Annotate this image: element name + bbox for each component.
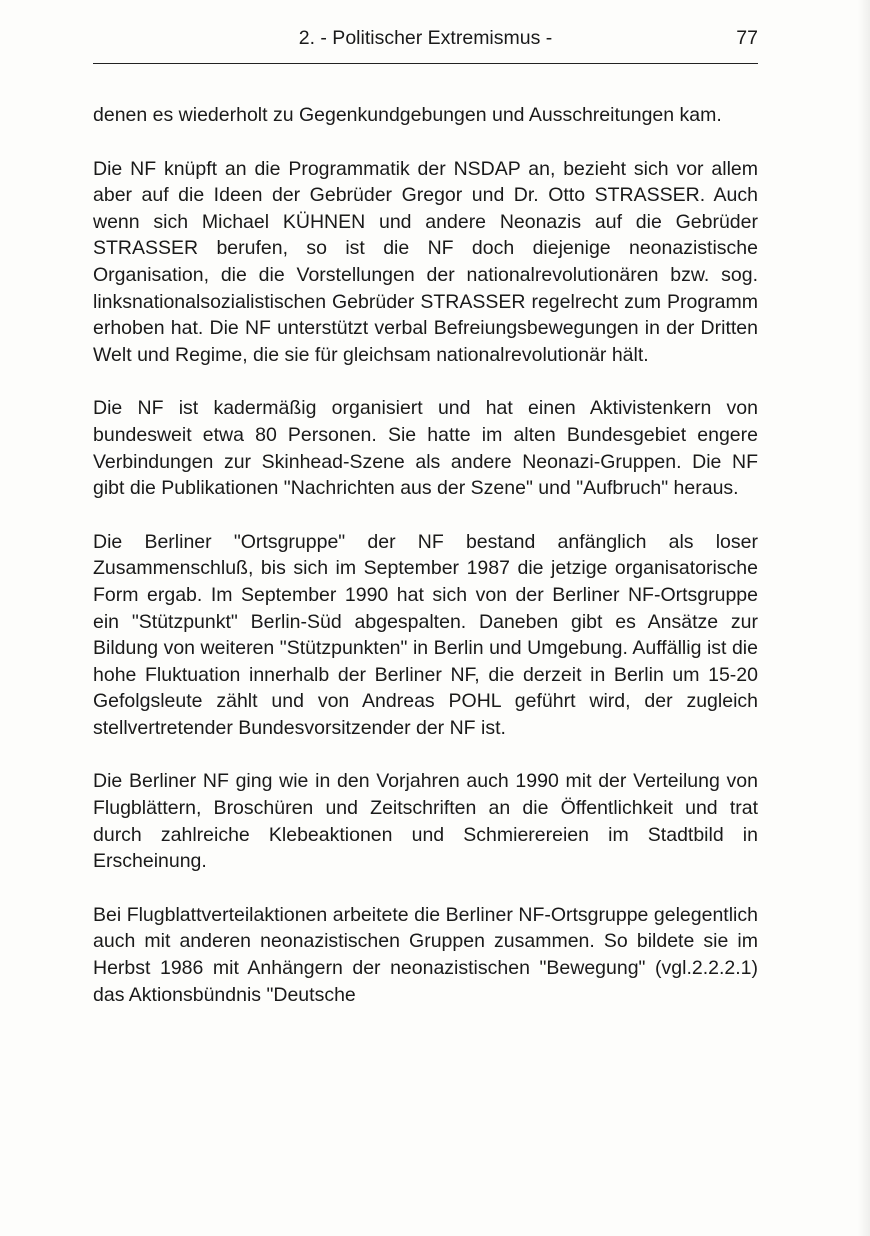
paragraph-4: Die Berliner "Ortsgruppe" der NF bestand anfänglich als loser Zusammenschluß, bis sich im September 1987 die jetzige organisatorische Form ergab. Im September 1990 hat sich von der Berliner NF-Ortsgruppe ein "Stützpunkt" Berlin-Süd abgespalten. Daneben gibt es Ansätze zur Bildung von weiteren "Stützpunkten" in Berlin und Umgebung. Auffällig ist die hohe Fluktuation innerhalb der Berliner NF, die derzeit in Berlin um 15-20 Gefolgsleute zählt und von Andreas POHL geführt wird, der zugleich stellvertretender Bundesvorsitzender der NF ist.: [93, 530, 758, 739]
page-header: [93, 24, 758, 54]
paragraph-3: Die NF ist kadermäßig organisiert und hat einen Aktivistenkern von bundesweit etwa 80 Personen. Sie hatte im alten Bundesgebiet engere Verbindungen zur Skinhead-Szene als andere Neonazi-Gruppen. Die NF gibt die Publikationen "Nachrichten aus der Szene" und "Aufbruch" heraus.: [93, 397, 758, 500]
paragraph-5: Die Berliner NF ging wie in den Vorjahren auch 1990 mit der Verteilung von Flugblättern, Broschüren und Zeitschriften an die Öffentlichkeit und trat durch zahlreiche Klebeaktionen und Schmierereien im Stadtbild in Erscheinung.: [93, 770, 758, 873]
paragraph-1: denen es wiederholt zu Gegenkundgebungen und Ausschreitungen kam.: [93, 104, 722, 126]
paragraph-2: Die NF knüpft an die Programmatik der NSDAP an, bezieht sich vor allem aber auf die Ideen der Gebrüder Gregor und Dr. Otto STRASSER. Auch wenn sich Michael KÜHNEN und andere Neonazis auf die Gebrüder STRASSER berufen, so ist die NF doch diejenige neonazistische Organisation, die die Vorstellungen der nationalrevolutionären bzw. sog. linksnationalsozialistischen Gebrüder STRASSER regelrecht zum Programm erhoben hat. Die NF unterstützt verbal Befreiungsbewegungen in der Dritten Welt und Regime, die sie für gleichsam nationalrevolutionär hält.: [93, 157, 758, 366]
page-edge-shadow: [858, 0, 870, 1236]
paragraph-6: Bei Flugblattverteilaktionen arbeitete die Berliner NF-Ortsgruppe gelegentlich auch mit anderen neonazistischen Gruppen zusammen. So bildete sie im Herbst 1986 mit Anhängern der neonazistischen "Bewegung" (vgl.2.2.2.1) das Aktionsbündnis "Deutsche: [93, 903, 758, 1006]
header-rule: [93, 63, 758, 64]
page-number: 77: [736, 27, 758, 49]
body-text: [93, 102, 758, 1035]
running-title: 2. - Politischer Extremismus -: [298, 27, 553, 49]
